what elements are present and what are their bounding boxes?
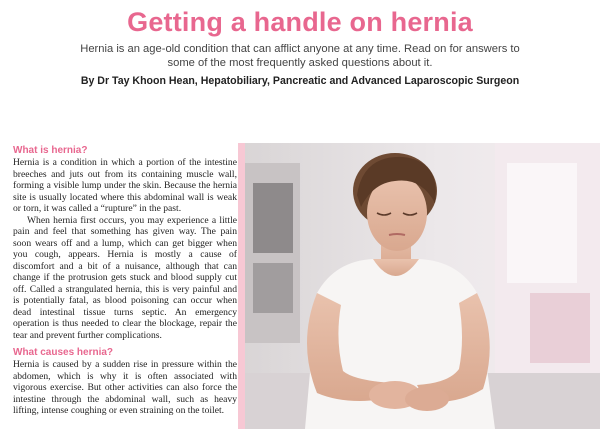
section-heading-causes: What causes hernia? [13,347,114,358]
paragraph: Hernia is caused by a sudden rise in pressure within the abdomen, which is why it is often associated with vigorous exercise. But other activities can also force the intestine through the abdominal wall, such as heavy lifting, intense coughing or even straining on the toilet. [13,359,237,416]
article-title: Getting a handle on hernia [127,7,473,37]
pink-divider [238,143,245,429]
photo-illustration [245,143,600,429]
woman-holding-abdomen-photo [245,143,600,429]
paragraph: Hernia is a condition in which a portion of the intestine breeches and juts out from its containing muscle wall, forming a visible lump under the skin. Because the hernia site is usually located where this abdominal wall is weak or torn, it was called a “rupture” in the past. [13,157,237,214]
paragraph: When hernia first occurs, you may experience a little pain and feel that something has given way. The pain soon wears off and a lump, which can get bigger when you cough, appears. Hernia is mostly a cause of discomfort and a bit of a nuisance, although that can change if the protrusion gets stuck and blood supply cut off. Called a strangulated hernia, this is very painful and is potentially fatal, as blood poisoning can occur when dead intestinal tissue turns septic. An emergency operation is thus needed to clear the blockage, repair the tear and prevent further complications. [13,214,237,341]
article-body [13,145,237,417]
intro-text [0,42,600,70]
article-header [0,0,600,88]
author-byline: By Dr Tay Khoon Hean, Hepatobiliary, Pancreatic and Advanced Laparoscopic Surgeon [80,75,520,87]
intro-line-1: Hernia is an age-old condition that can afflict anyone at any time. Read on for answers to [80,43,520,55]
section-heading-what-is: What is hernia? [13,145,88,156]
intro-line-2: some of the most frequently asked questions about it. [167,57,433,69]
